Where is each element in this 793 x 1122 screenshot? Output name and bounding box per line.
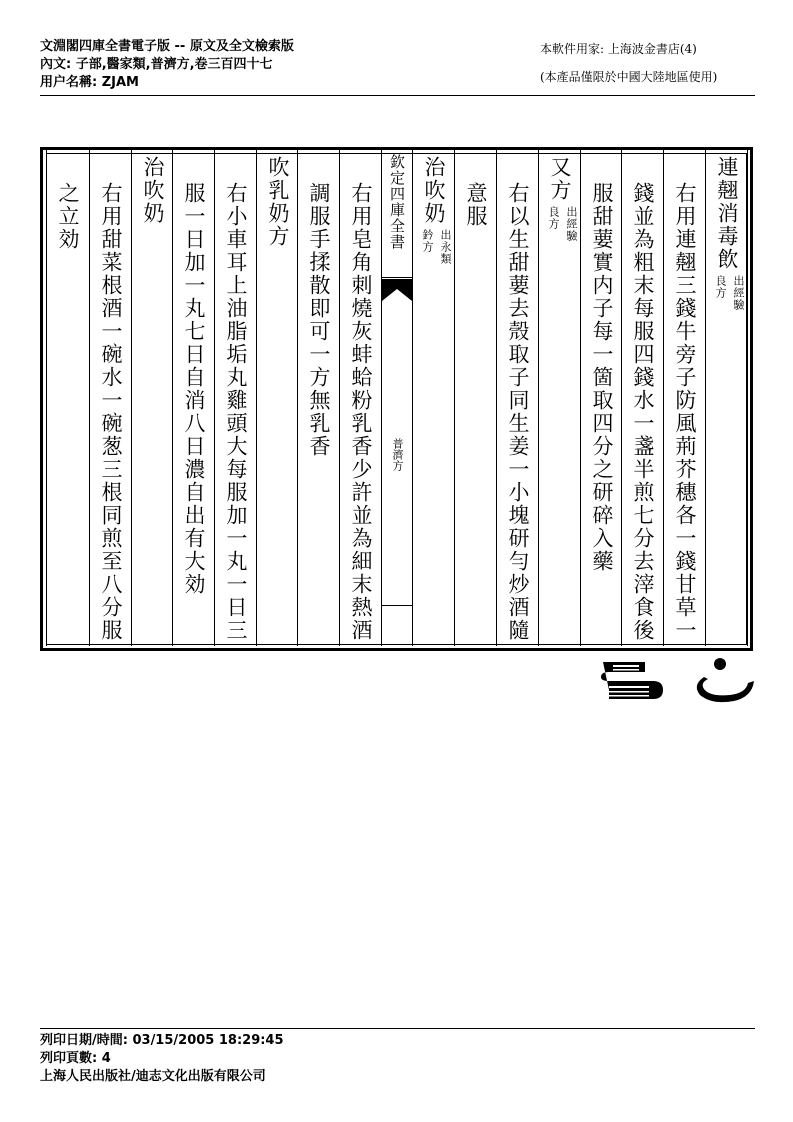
text-column xyxy=(172,150,214,646)
column-text: 服一日加一丸七日自消八日濃自出有大効 xyxy=(182,182,206,596)
column-text: 錢並為粗末每服四錢水一盞半煎七分去滓食後 xyxy=(631,182,655,642)
center-divider xyxy=(382,605,412,606)
text-column xyxy=(46,150,88,646)
user-name: 用户名稱: ZJAM xyxy=(40,75,139,90)
book-subtitle: 普濟方 xyxy=(391,438,404,471)
publisher-logo-icon xyxy=(690,655,758,707)
recipe-heading-column xyxy=(538,150,580,646)
recipe-heading-column xyxy=(705,150,747,646)
source-annotation: 出永類鈐方 xyxy=(421,229,452,265)
column-text: 右用皂角刺燒灰蚌蛤粉乳香少許並為細末熱酒 xyxy=(349,182,373,642)
books-logo-icon xyxy=(595,660,665,700)
text-column xyxy=(621,150,663,646)
column-text: 之立効 xyxy=(56,182,80,251)
print-page-count: 列印頁數: 4 xyxy=(40,1051,111,1066)
app-title: 文淵閣四庫全書電子版 -- 原文及全文檢索版 xyxy=(40,39,294,54)
recipe-title: 吹乳奶方 xyxy=(266,156,290,248)
text-column xyxy=(339,150,381,646)
recipe-title: 治吹奶 xyxy=(141,156,165,225)
source-annotation: 出經驗良方 xyxy=(547,206,578,242)
usage-restriction: (本產品僅限於中國大陸地區使用) xyxy=(540,70,718,84)
header-divider xyxy=(40,95,755,96)
center-margin xyxy=(381,150,413,646)
text-column xyxy=(663,150,705,646)
recipe-heading-column xyxy=(412,150,454,646)
text-column xyxy=(297,150,339,646)
text-column xyxy=(89,150,131,646)
column-text: 右用連翹三錢牛旁子防風荊芥穗各一錢甘草一 xyxy=(673,182,697,642)
recipe-title: 連翹消毒飲 xyxy=(715,156,739,271)
text-column xyxy=(454,150,496,646)
column-text: 右以生甜葽去殼取子同生姜一小塊研勻炒酒隨 xyxy=(506,182,530,642)
text-column xyxy=(214,150,256,646)
column-text: 意服 xyxy=(464,182,488,228)
column-text: 服甜葽實内子每一箇取四分之研碎入藥 xyxy=(590,182,614,573)
publisher: 上海人民出版社/迪志文化出版有限公司 xyxy=(40,1069,266,1084)
content-path: 內文: 子部,醫家類,普濟方,卷三百四十七 xyxy=(40,57,273,72)
column-rule xyxy=(747,150,748,646)
print-datetime: 列印日期/時間: 03/15/2005 18:29:45 xyxy=(40,1033,284,1048)
licensee: 本軟件用家: 上海波金書店(4) xyxy=(540,42,697,56)
book-title: 欽定四庫全書 xyxy=(382,150,412,278)
fishtail-mark-icon xyxy=(382,279,412,301)
column-text: 右小車耳上油脂垢丸雞頭大每服加一丸一日三 xyxy=(224,182,248,642)
recipe-heading-column xyxy=(131,150,173,646)
text-column xyxy=(580,150,622,646)
recipe-title: 治吹奶 xyxy=(422,156,446,225)
column-text: 調服手揉散即可一方無乳香 xyxy=(307,182,331,458)
source-annotation: 出經驗良方 xyxy=(714,275,745,311)
recipe-title: 又方 xyxy=(548,156,572,202)
column-text: 右用甜菜根酒一碗水一碗葱三根同煎至八分服 xyxy=(99,182,123,642)
text-column xyxy=(496,150,538,646)
footer-divider xyxy=(40,1028,755,1029)
recipe-heading-column xyxy=(256,150,298,646)
